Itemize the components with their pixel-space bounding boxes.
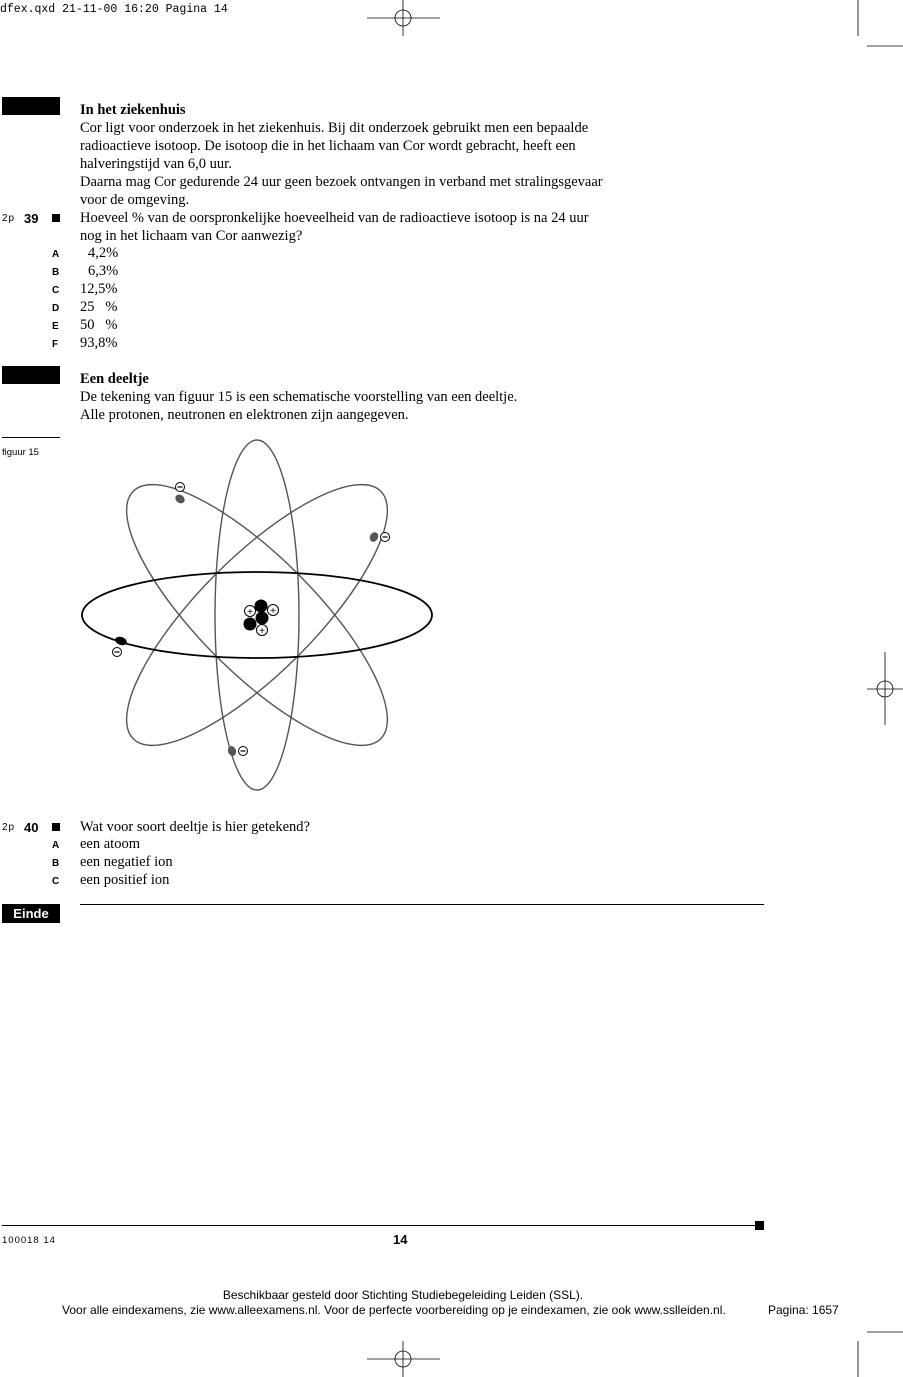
atom-figure: [70, 430, 450, 800]
bottom-register-mark: [367, 1341, 440, 1377]
question-square-icon: [52, 823, 60, 831]
right-register-mark: [867, 652, 903, 725]
electron: [113, 635, 129, 656]
option-letter: C: [52, 285, 60, 296]
option-letter: C: [52, 876, 60, 887]
electron: [227, 745, 248, 757]
proton: [268, 605, 279, 618]
proton-sign: +: [247, 607, 253, 618]
header-slug: dfex.qxd 21-11-00 16:20 Pagina 14: [0, 3, 228, 16]
section-title: Een deeltje: [80, 371, 149, 387]
question-points: 2p: [2, 213, 16, 224]
question-points: 2p: [2, 822, 16, 833]
option-value: 12,5%: [80, 281, 118, 297]
proton: [245, 606, 256, 619]
option-value: 4,2%: [88, 245, 119, 261]
section-title: In het ziekenhuis: [80, 102, 186, 118]
section-marker: [2, 97, 60, 115]
section-text: Cor ligt voor onderzoek in het ziekenhuis. Bij dit onderzoek gebruikt men een bepaalde radioactieve isotoop. De isotoop die in het lichaam van Cor wordt gebracht, heeft een halveringstijd van 6,0 uur. Daarna mag Cor gedurende 24 uur geen bezoek ontvangen in verband met stralingsgevaar voor de omgeving.: [80, 120, 603, 208]
question-text: Wat voor soort deeltje is hier getekend?: [80, 819, 310, 835]
neutron: [256, 612, 269, 625]
option-value: een atoom: [80, 836, 140, 852]
end-label: Einde: [2, 904, 60, 923]
option-value: 6,3%: [88, 263, 119, 279]
option-value: 93,8%: [80, 335, 118, 351]
option-value: 25 %: [80, 299, 118, 315]
electron: [368, 531, 389, 544]
proton-sign: +: [259, 626, 265, 637]
option-letter: A: [52, 840, 60, 851]
crop-marks: [858, 0, 903, 1377]
section-text: De tekening van figuur 15 is een schematische voorstelling van een deeltje. Alle protonen, neutronen en elektronen zijn aangegeven.: [80, 389, 518, 423]
option-letter: D: [52, 303, 60, 314]
footer-square-icon: [755, 1221, 764, 1230]
option-letter: E: [52, 321, 59, 332]
neutron: [244, 618, 257, 631]
figure-label-rule: [2, 437, 60, 438]
top-register-mark: [367, 0, 440, 36]
end-rule: [80, 904, 764, 905]
option-value: een positief ion: [80, 872, 170, 888]
footer-notice-line2: Voor alle eindexamens, zie www.alleexamens.nl. Voor de perfecte voorbereiding op je eindexamen, zie ook www.sslleiden.nl.: [62, 1303, 726, 1317]
question-number: 40: [24, 820, 39, 835]
question-square-icon: [52, 214, 60, 222]
footer-notice-line1: Beschikbaar gesteld door Stichting Studiebegeleiding Leiden (SSL).: [222, 1288, 584, 1302]
option-value: een negatief ion: [80, 854, 173, 870]
neutron: [255, 600, 268, 613]
footer-code: 100018 14: [2, 1235, 56, 1246]
section-marker: [2, 366, 60, 384]
question-text: Hoeveel % van de oorspronkelijke hoeveelheid van de radioactieve isotoop is na 24 uur nog in het lichaam van Cor aanwezig?: [80, 210, 589, 244]
footer-rule: [2, 1225, 755, 1226]
option-letter: F: [52, 339, 59, 350]
option-letter: B: [52, 267, 60, 278]
question-number: 39: [24, 211, 39, 226]
option-letter: A: [52, 249, 60, 260]
figure-label: figuur 15: [2, 447, 39, 458]
option-value: 50 %: [80, 317, 118, 333]
page-number: 14: [393, 1232, 408, 1247]
footer-page-info: Pagina: 1657: [768, 1303, 839, 1317]
proton-sign: +: [270, 606, 276, 617]
proton: [257, 625, 268, 638]
nucleus: [244, 600, 279, 638]
option-letter: B: [52, 858, 60, 869]
electron: [174, 483, 187, 506]
